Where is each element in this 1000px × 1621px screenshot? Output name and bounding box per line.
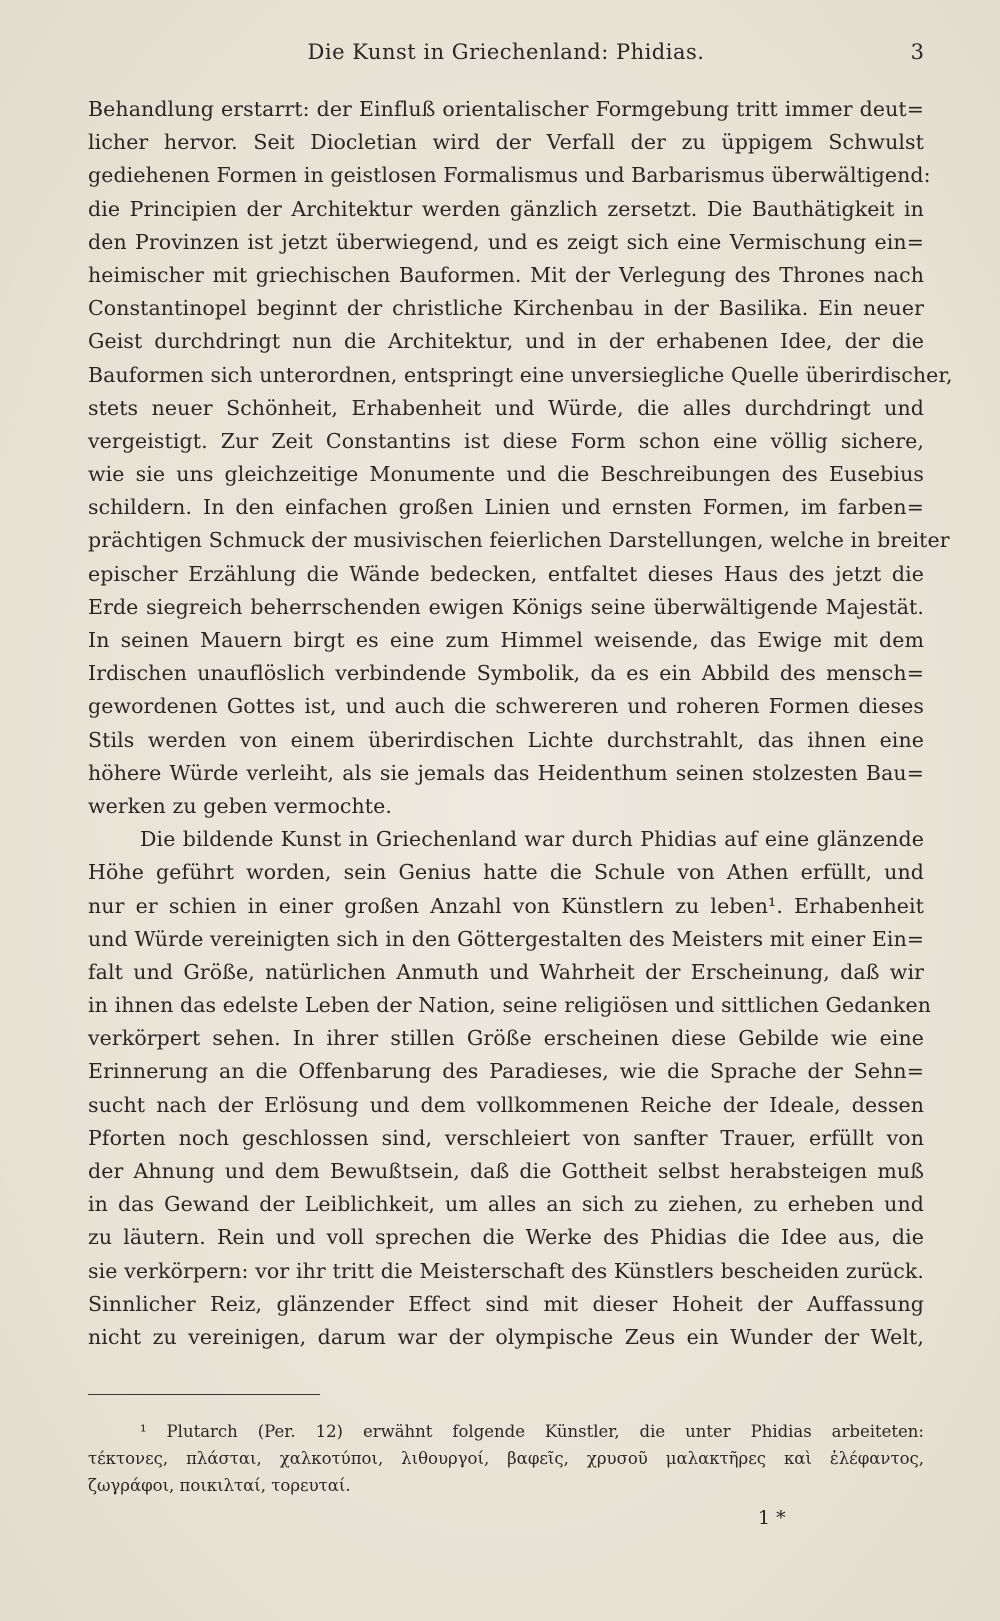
text-line: epischer Erzählung die Wände bedecken, entfaltet dieses Haus des jetzt die bbox=[88, 561, 924, 586]
footnote-line: ζωγράφοι, ποικιλταί, τορευταί. bbox=[88, 1476, 351, 1495]
text-line: Sinnlicher Reiz, glänzender Effect sind mit dieser Hoheit der Auffassung bbox=[88, 1291, 924, 1316]
footnote-divider bbox=[88, 1394, 320, 1395]
text-line: sie verkörpern: vor ihr tritt die Meisterschaft des Künstlers bescheiden zurück. bbox=[88, 1258, 924, 1283]
text-line: prächtigen Schmuck der musivischen feierlichen Darstellungen, welche in breiter bbox=[88, 528, 950, 553]
text-line: höhere Würde verleiht, als sie jemals das Heidenthum seinen stolzesten Bau= bbox=[88, 760, 924, 785]
running-title: Die Kunst in Griechenland: Phidias. bbox=[307, 40, 705, 64]
text-line: zu läutern. Rein und voll sprechen die Werke des Phidias die Idee aus, die bbox=[88, 1225, 924, 1250]
text-line: Stils werden von einem überirdischen Lichte durchstrahlt, das ihnen eine bbox=[88, 727, 924, 752]
text-line: in das Gewand der Leiblichkeit, um alles an sich zu ziehen, zu erheben und bbox=[88, 1192, 924, 1217]
body-text bbox=[88, 93, 953, 1354]
text-line: In seinen Mauern birgt es eine zum Himmel weisende, das Ewige mit dem bbox=[88, 628, 924, 652]
text-line: gewordenen Gottes ist, und auch die schwereren und roheren Formen dieses bbox=[88, 694, 924, 719]
text-line: in ihnen das edelste Leben der Nation, seine religiösen und sittlichen Gedanken bbox=[88, 993, 932, 1018]
text-line: vergeistigt. Zur Zeit Constantins ist diese Form schon eine völlig sichere, bbox=[88, 428, 924, 453]
text-line: Erde siegreich beherrschenden ewigen Königs seine überwältigende Majestät. bbox=[88, 594, 924, 619]
text-line: nicht zu vereinigen, darum war der olympische Zeus ein Wunder der Welt, bbox=[88, 1324, 924, 1349]
text-line: sucht nach der Erlösung und dem vollkommenen Reiche der Ideale, dessen bbox=[88, 1092, 924, 1117]
text-line: Höhe geführt worden, sein Genius hatte die Schule von Athen erfüllt, und bbox=[88, 860, 924, 885]
page-header bbox=[88, 40, 924, 72]
page-number: 3 bbox=[910, 40, 924, 64]
text-line: Irdischen unauflöslich verbindende Symbolik, da es ein Abbild des mensch= bbox=[88, 661, 924, 686]
text-line: schildern. In den einfachen großen Linien und ernsten Formen, im farben= bbox=[88, 495, 924, 520]
text-line: der Ahnung und dem Bewußtsein, daß die Gottheit selbst herabsteigen muß bbox=[88, 1159, 924, 1183]
text-line: licher hervor. Seit Diocletian wird der Verfall der zu üppigem Schwulst bbox=[88, 130, 924, 155]
text-line: wie sie uns gleichzeitige Monumente und die Beschreibungen des Eusebius bbox=[88, 462, 924, 487]
footnote-line: ¹ Plutarch (Per. 12) erwähnt folgende Künstler, die unter Phidias arbeiteten: bbox=[140, 1422, 924, 1441]
text-line: verkörpert sehen. In ihrer stillen Größe erscheinen diese Gebilde wie eine bbox=[88, 1026, 924, 1051]
footnote-line: τέκτονες, πλάσται, χαλκοτύποι, λιθουργοί, βαφεῖς, χρυσοῦ μαλακτῆρες καὶ ἐλέφαντος, bbox=[88, 1449, 924, 1468]
text-line: und Würde vereinigten sich in den Göttergestalten des Meisters mit einer Ein= bbox=[88, 926, 925, 951]
text-line: gediehenen Formen in geistlosen Formalismus und Barbarismus überwältigend: bbox=[88, 163, 931, 188]
text-line: heimischer mit griechischen Bauformen. Mit der Verlegung des Thrones nach bbox=[88, 262, 924, 287]
text-line: nur er schien in einer großen Anzahl von Künstlern zu leben¹. Erhabenheit bbox=[88, 893, 924, 918]
text-line: die Principien der Architektur werden gänzlich zersetzt. Die Bauthätigkeit in bbox=[88, 196, 924, 221]
footnotes bbox=[88, 1418, 924, 1499]
text-line: Constantinopel beginnt der christliche Kirchenbau in der Basilika. Ein neuer bbox=[88, 296, 924, 321]
signature-mark: 1 * bbox=[758, 1507, 786, 1529]
text-line: Bauformen sich unterordnen, entspringt eine unversiegliche Quelle überirdischer, bbox=[88, 362, 953, 387]
text-line: Behandlung erstarrt: der Einfluß orientalischer Formgebung tritt immer deut= bbox=[88, 97, 924, 121]
text-line: den Provinzen ist jetzt überwiegend, und es zeigt sich eine Vermischung ein= bbox=[88, 229, 924, 254]
text-line: Erinnerung an die Offenbarung des Paradieses, wie die Sprache der Sehn= bbox=[88, 1059, 924, 1084]
text-line: Geist durchdringt nun die Architektur, und in der erhabenen Idee, der die bbox=[88, 329, 924, 354]
text-line: werken zu geben vermochte. bbox=[88, 793, 392, 818]
text-line: falt und Größe, natürlichen Anmuth und Wahrheit der Erscheinung, daß wir bbox=[88, 959, 924, 984]
paragraph-first-line: Die bildende Kunst in Griechenland war durch Phidias auf eine glänzende bbox=[140, 827, 924, 852]
text-line: stets neuer Schönheit, Erhabenheit und Würde, die alles durchdringt und bbox=[88, 395, 924, 420]
text-line: Pforten noch geschlossen sind, verschleiert von sanfter Trauer, erfüllt von bbox=[88, 1125, 924, 1150]
